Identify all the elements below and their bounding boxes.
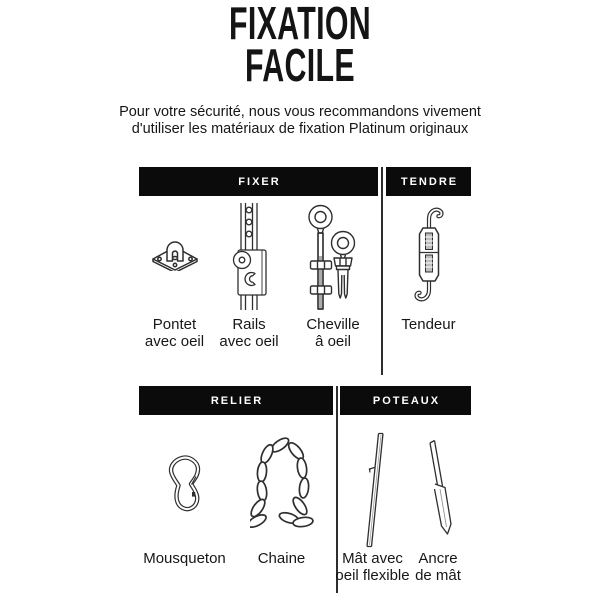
safety-note-line-1: Pour votre sécurité, nous vous recommandons vivement xyxy=(119,104,481,120)
section-header-fixer: FIXER xyxy=(139,167,378,196)
cheville-icon-box xyxy=(288,196,378,317)
section-tendre-items xyxy=(386,196,471,375)
mat-icon xyxy=(360,431,386,549)
section-relier xyxy=(139,386,333,593)
item-tendeur xyxy=(386,196,471,375)
item-label-chaine: Chaine xyxy=(257,550,306,567)
title-line-2: FACILE xyxy=(245,39,355,91)
item-label-rails: Rails avec oeil xyxy=(219,316,279,350)
item-label-mat: Mât avec oeil flexible xyxy=(335,550,410,584)
item-rails xyxy=(210,196,288,375)
section-tendre xyxy=(386,167,471,375)
safety-note-line-2: d'utiliser les matériaux de fixation Platinum originaux xyxy=(131,120,469,137)
row-relier-poteaux xyxy=(139,386,471,593)
rails-icon xyxy=(226,203,272,310)
cheville-icon xyxy=(307,204,359,310)
mousqueton-icon-box xyxy=(139,415,230,551)
page-title xyxy=(0,0,600,91)
item-label-tendeur: Tendeur xyxy=(401,316,456,333)
item-label-pontet: Pontet avec oeil xyxy=(144,316,205,350)
item-chaine xyxy=(230,415,333,593)
section-header-relier: RELIER xyxy=(139,386,333,415)
section-poteaux xyxy=(335,386,471,593)
vertical-divider-row1 xyxy=(381,167,383,375)
ancre-icon-box xyxy=(405,415,471,551)
section-fixer-items xyxy=(139,196,378,375)
chaine-icon xyxy=(250,437,314,529)
item-mat xyxy=(335,415,410,593)
safety-note xyxy=(0,104,600,137)
section-poteaux-items xyxy=(335,415,471,593)
section-header-poteaux: POTEAUX xyxy=(340,386,471,415)
pontet-icon xyxy=(151,237,199,271)
title-line-1: FIXATION xyxy=(228,0,372,49)
rails-icon-box xyxy=(210,196,288,317)
item-label-cheville: Cheville â oeil xyxy=(306,316,360,350)
section-relier-items xyxy=(139,415,333,593)
item-pontet xyxy=(139,196,210,375)
item-cheville xyxy=(288,196,378,375)
mousqueton-icon xyxy=(166,454,204,512)
pontet-icon-box xyxy=(139,196,210,317)
tendeur-icon-box xyxy=(386,196,471,317)
item-ancre xyxy=(405,415,471,593)
tendeur-icon xyxy=(414,204,444,304)
item-label-mousqueton: Mousqueton xyxy=(143,550,226,567)
item-label-ancre: Ancre de mât xyxy=(415,550,461,584)
item-mousqueton xyxy=(139,415,230,593)
section-header-tendre: TENDRE xyxy=(386,167,471,196)
row-fixer-tendre xyxy=(139,167,471,375)
chaine-icon-box xyxy=(230,415,333,551)
ancre-icon xyxy=(422,438,454,538)
section-fixer xyxy=(139,167,378,375)
mat-icon-box xyxy=(340,415,405,551)
